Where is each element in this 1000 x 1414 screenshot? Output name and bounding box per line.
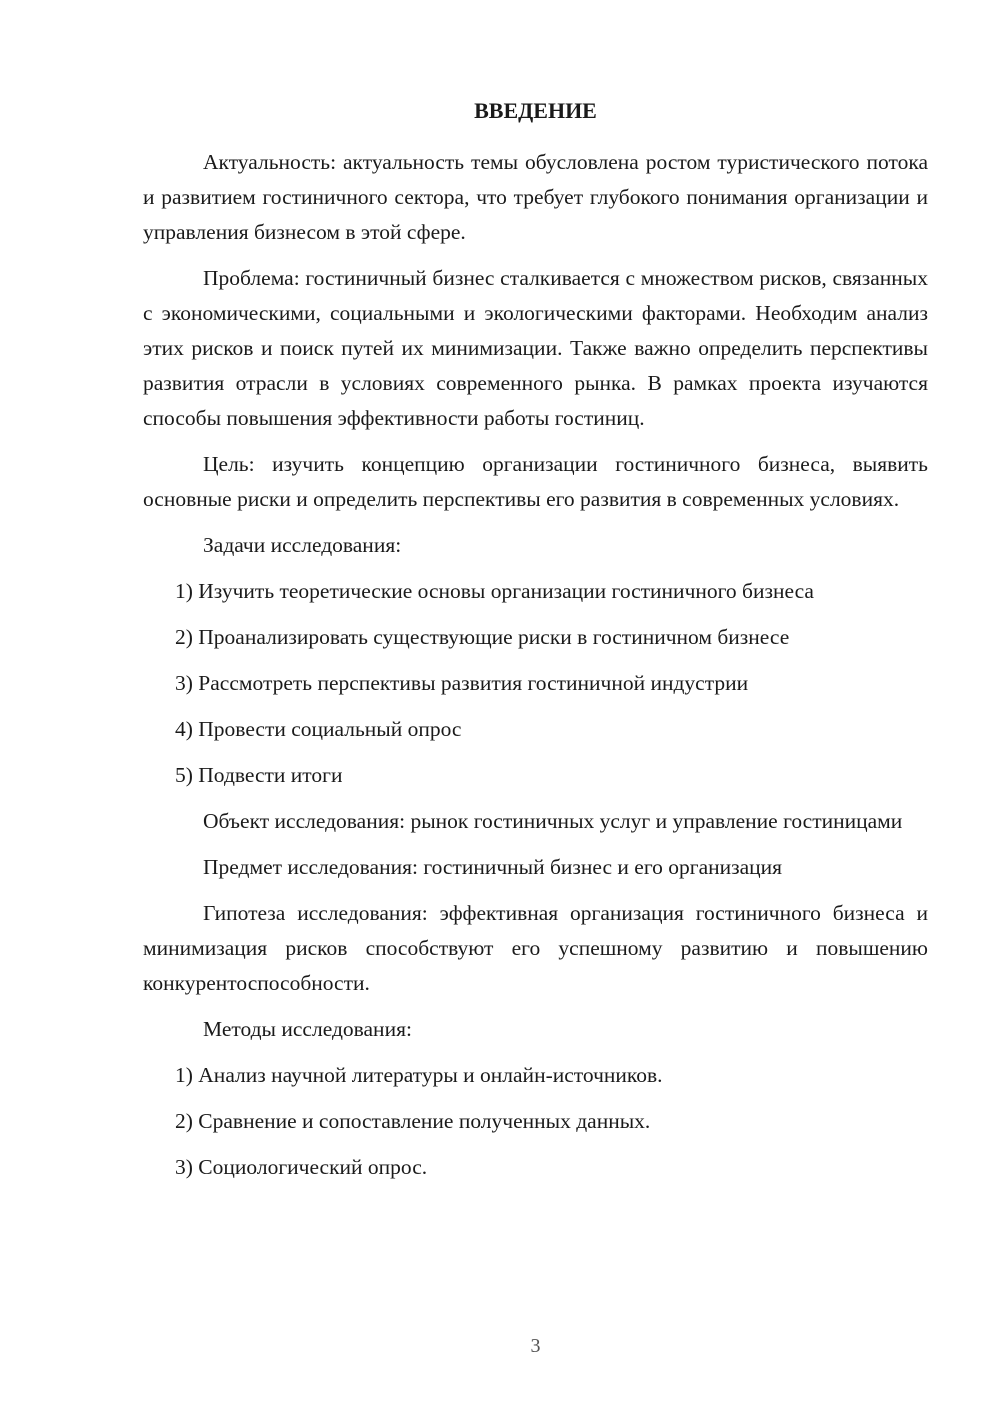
page-number: 3: [530, 1335, 541, 1357]
page-content: [143, 145, 928, 1196]
list-item: 5) Подвести итоги: [175, 763, 343, 787]
subject-paragraph: Предмет исследования: гостиничный бизнес и его организация: [203, 855, 783, 879]
relevance-paragraph: Актуальность: актуальность темы обусловлена ростом туристического потока и развитием гостиничного сектора, что требует глубокого понимания организации и управления бизнесом в этой сфере.: [143, 150, 928, 244]
tasks-list: [143, 574, 928, 793]
list-item: 3) Социологический опрос.: [175, 1155, 428, 1179]
object-paragraph: Объект исследования: рынок гостиничных услуг и управление гостиницами: [203, 809, 903, 833]
hypothesis-paragraph: Гипотеза исследования: эффективная организация гостиничного бизнеса и минимизация рисков способствуют его успешному развитию и повышению конкурентоспособности.: [143, 901, 928, 995]
list-item: 2) Сравнение и сопоставление полученных данных.: [175, 1109, 651, 1133]
page-title: ВВЕДЕНИЕ: [474, 98, 597, 123]
list-item: 2) Проанализировать существующие риски в гостиничном бизнесе: [175, 625, 790, 649]
methods-heading: Методы исследования:: [203, 1017, 412, 1041]
problem-paragraph: Проблема: гостиничный бизнес сталкивается с множеством рисков, связанных с экономическими, социальными и экологическими факторами. Необходим анализ этих рисков и поиск путей их минимизации. Также важно определить перспективы развития отрасли в условиях современного рынка. В рамках проекта изучаются способы повышения эффективности работы гостиниц.: [143, 266, 928, 430]
list-item: 4) Провести социальный опрос: [175, 717, 462, 741]
tasks-heading: Задачи исследования:: [203, 533, 402, 557]
list-item: 1) Изучить теоретические основы организации гостиничного бизнеса: [175, 579, 814, 603]
list-item: 1) Анализ научной литературы и онлайн-источников.: [175, 1063, 663, 1087]
goal-paragraph: Цель: изучить концепцию организации гостиничного бизнеса, выявить основные риски и определить перспективы его развития в современных условиях.: [143, 452, 928, 511]
methods-list: [143, 1058, 928, 1185]
document-page: [143, 0, 928, 1414]
list-item: 3) Рассмотреть перспективы развития гостиничной индустрии: [175, 671, 749, 695]
